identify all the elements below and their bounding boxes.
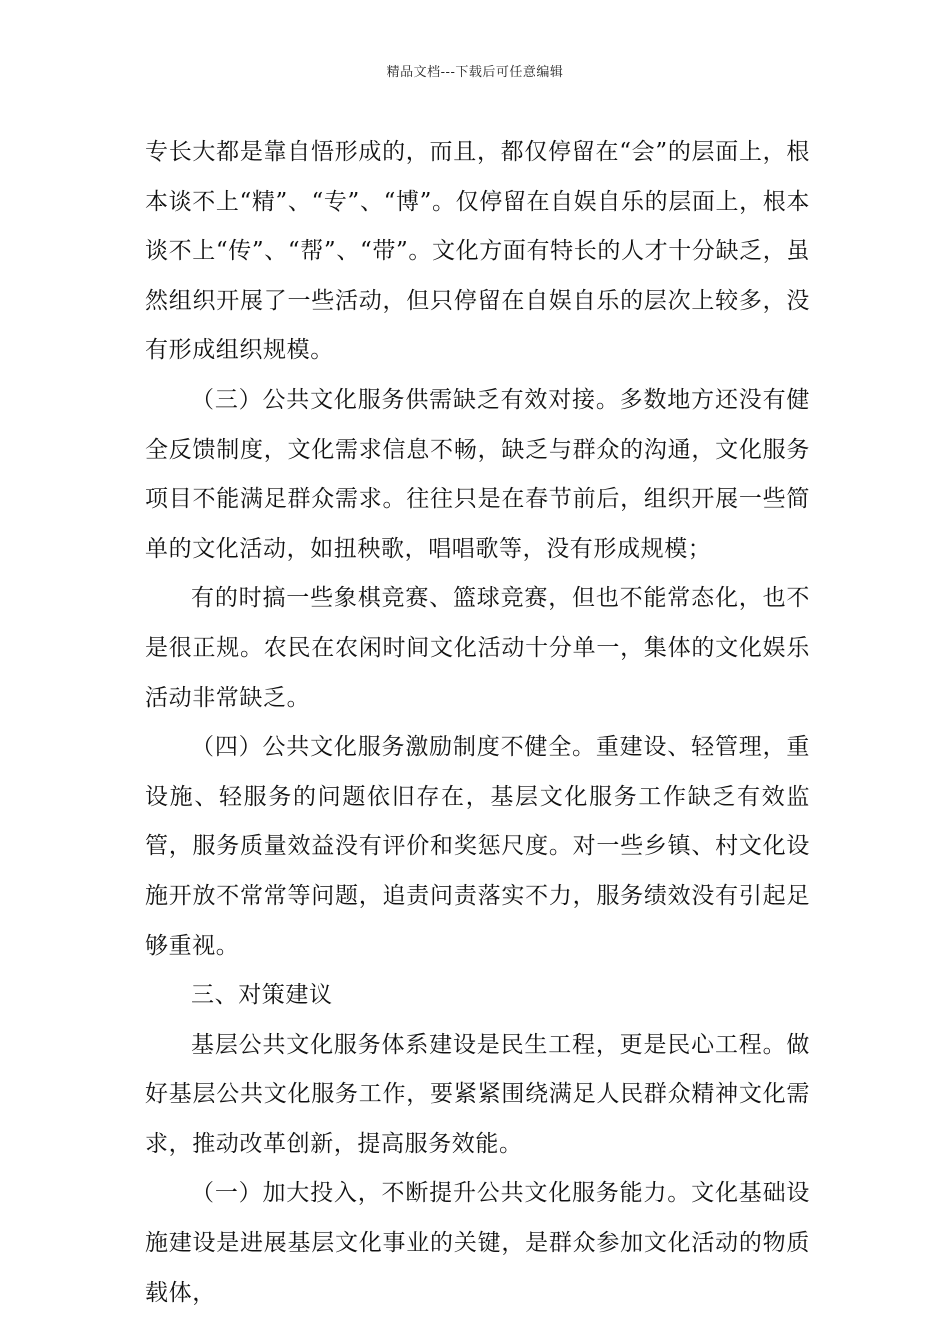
paragraph-countermeasure-1: （一）加大投入，不断提升公共文化服务能力。文化基础设施建设是进展基层文化事业的关键，是群众参加文化活动的物质载体， bbox=[145, 1180, 810, 1306]
paragraph-section-3: （三）公共文化服务供需缺乏有效对接。多数地方还没有健全反馈制度，文化需求信息不畅，缺乏与群众的沟通，文化服务项目不能满足群众需求。往往只是在春节前后，组织开展一些简单的文化活动，如扭秧歌，唱唱歌等，没有形成规模； bbox=[145, 386, 810, 562]
document-body bbox=[145, 128, 810, 1318]
paragraph-continuation: 专长大都是靠自悟形成的，而且，都仅停留在“会”的层面上，根本谈不上“精”、“专”、“博”。仅停留在自娱自乐的层面上，根本谈不上“传”、“帮”、“带”。文化方面有特长的人才十分缺乏，虽然组织开展了一些活动，但只停留在自娱自乐的层次上较多，没有形成组织规模。 bbox=[145, 139, 810, 364]
paragraph-intro-countermeasures: 基层公共文化服务体系建设是民生工程，更是民心工程。做好基层公共文化服务工作，要紧紧围绕满足人民群众精神文化需求，推动改革创新，提高服务效能。 bbox=[145, 1031, 810, 1157]
page-header: 精品文档---下载后可任意编辑 bbox=[386, 65, 564, 80]
section-heading-countermeasures: 三、对策建议 bbox=[191, 982, 333, 1009]
paragraph-section-4: （四）公共文化服务激励制度不健全。重建设、轻管理，重设施、轻服务的问题依旧存在，基层文化服务工作缺乏有效监管，服务质量效益没有评价和奖惩尺度。对一些乡镇、村文化设施开放不常常等问题，追责问责落实不力，服务绩效没有引起足够重视。 bbox=[145, 734, 810, 959]
paragraph-activities: 有的时搞一些象棋竞赛、篮球竞赛，但也不能常态化，也不是很正规。农民在农闲时间文化活动十分单一，集体的文化娱乐活动非常缺乏。 bbox=[145, 585, 810, 711]
